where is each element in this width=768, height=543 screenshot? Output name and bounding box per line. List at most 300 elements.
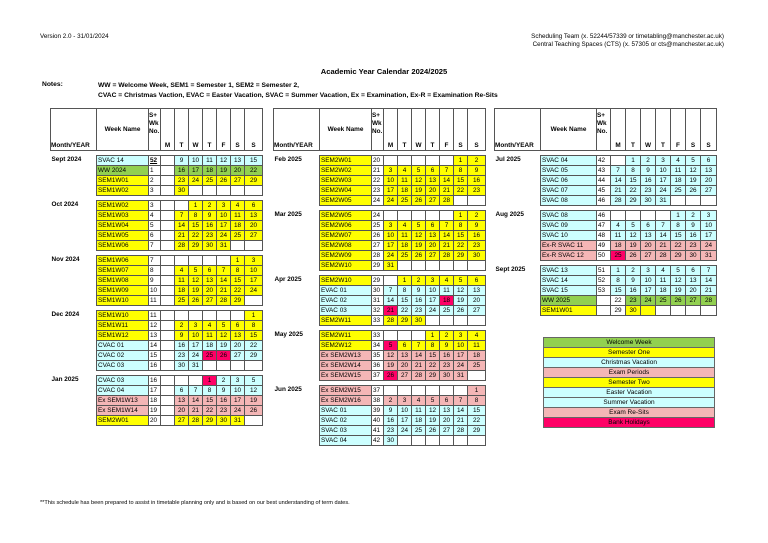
day-cell: 17 — [384, 186, 398, 196]
day-cell: 11 — [468, 341, 486, 351]
week-name: EVAC 01 — [320, 286, 372, 296]
day-cell: 18 — [671, 176, 686, 186]
day-cell — [440, 316, 454, 326]
semester-week-number: 38 — [372, 396, 384, 406]
day-cell: 25 — [468, 361, 486, 371]
day-cell: 29 — [611, 306, 626, 316]
legend-item: Bank Holidays — [544, 418, 715, 428]
day-cell: 8 — [626, 166, 641, 176]
day-cell: 16 — [412, 296, 426, 306]
semester-week-number: 20 — [372, 156, 384, 166]
semester-week-number: 4 — [149, 211, 161, 221]
day-cell: 17 — [384, 241, 398, 251]
day-cell: 18 — [398, 186, 412, 196]
week-name: SVAC 06 — [541, 176, 597, 186]
day-cell: 3 — [398, 396, 412, 406]
day-cell: 8 — [189, 211, 203, 221]
day-cell: 3 — [701, 211, 717, 221]
week-name-header: Week Name — [97, 109, 149, 151]
day-cell: 10 — [656, 166, 671, 176]
day-cell — [412, 211, 426, 221]
day-cell: 30 — [626, 306, 641, 316]
day-cell — [671, 196, 686, 206]
week-name: SEM2W10 — [320, 261, 372, 271]
day-cell: 12 — [426, 406, 440, 416]
day-header: T — [398, 109, 412, 151]
day-cell: 29 — [426, 371, 440, 381]
day-cell: 16 — [203, 221, 217, 231]
day-cell — [245, 296, 263, 306]
day-cell: 22 — [245, 341, 263, 351]
week-name: Ex SEM2W13 — [320, 351, 372, 361]
day-cell: 21 — [412, 361, 426, 371]
semester-week-number: 14 — [149, 341, 161, 351]
day-cell: 17 — [189, 341, 203, 351]
semester-week-no-header: S+ Wk No. — [149, 109, 161, 151]
day-cell — [701, 196, 717, 206]
colour-legend — [543, 337, 715, 428]
day-cell: 3 — [641, 266, 656, 276]
semester-week-number: 52 — [149, 156, 161, 166]
semester-week-number: 33 — [372, 316, 384, 326]
day-cell: 8 — [454, 221, 468, 231]
day-cell: 15 — [203, 396, 217, 406]
semester-week-number: 5 — [149, 221, 161, 231]
day-cell: 24 — [384, 196, 398, 206]
week-name: SEM2W04 — [320, 186, 372, 196]
day-cell: 26 — [384, 371, 398, 381]
day-cell: 4 — [656, 266, 671, 276]
day-header: W — [189, 109, 203, 151]
semester-week-number: 45 — [597, 186, 611, 196]
week-name: SEM1W05 — [97, 231, 149, 241]
day-cell: 18 — [398, 241, 412, 251]
week-name: SVAC 07 — [541, 186, 597, 196]
semester-week-number: 6 — [149, 231, 161, 241]
day-cell: 21 — [454, 416, 468, 426]
day-cell: 3 — [426, 276, 440, 286]
day-cell — [454, 436, 468, 446]
week-name: SEM1W07 — [97, 266, 149, 276]
semester-week-number: 47 — [597, 221, 611, 231]
week-name: SEM1W02 — [97, 201, 149, 211]
day-cell: 24 — [231, 406, 245, 416]
day-cell: 17 — [656, 176, 671, 186]
day-cell: 22 — [398, 306, 412, 316]
day-cell: 15 — [626, 176, 641, 186]
day-header: F — [440, 109, 454, 151]
week-row — [274, 211, 486, 221]
day-cell — [440, 156, 454, 166]
day-cell: 26 — [454, 306, 468, 316]
day-cell — [398, 211, 412, 221]
day-cell: 17 — [245, 276, 263, 286]
semester-week-number: 46 — [597, 196, 611, 206]
day-cell: 8 — [671, 221, 686, 231]
day-cell: 15 — [245, 331, 263, 341]
week-row — [274, 276, 486, 286]
day-cell — [641, 306, 656, 316]
day-cell: 20 — [231, 341, 245, 351]
day-cell: 6 — [245, 201, 263, 211]
week-name: SEM2W11 — [320, 316, 372, 326]
week-name: SVAC 10 — [541, 231, 597, 241]
day-cell: 16 — [468, 231, 486, 241]
day-cell: 14 — [175, 221, 189, 231]
day-cell: 23 — [384, 426, 398, 436]
day-cell: 21 — [440, 241, 454, 251]
day-cell — [468, 196, 486, 206]
day-cell — [203, 361, 217, 371]
day-cell — [161, 231, 175, 241]
week-name: CVAC 04 — [97, 386, 149, 396]
week-name: SVAC 15 — [541, 286, 597, 296]
day-cell: 27 — [231, 351, 245, 361]
semester-week-number: 33 — [372, 331, 384, 341]
day-cell: 17 — [454, 351, 468, 361]
month-label: Dec 2024 — [51, 310, 80, 318]
day-cell: 22 — [426, 361, 440, 371]
month-label: Oct 2024 — [51, 200, 79, 208]
day-cell: 2 — [203, 201, 217, 211]
semester-week-number — [597, 296, 611, 306]
day-cell: 19 — [412, 241, 426, 251]
day-cell: 5 — [426, 396, 440, 406]
week-name: CVAC 01 — [97, 341, 149, 351]
cts-contact: Central Teaching Spaces (CTS) (x. 57305 or cts@manchester.ac.uk) — [532, 41, 724, 48]
semester-week-number: 25 — [372, 221, 384, 231]
page-title: Academic Year Calendar 2024/2025 — [320, 67, 448, 76]
day-cell: 28 — [656, 251, 671, 261]
day-cell — [175, 256, 189, 266]
day-cell: 26 — [245, 406, 263, 416]
day-cell: 27 — [440, 426, 454, 436]
day-cell — [412, 386, 426, 396]
day-cell: 6 — [468, 276, 486, 286]
legend-row — [544, 418, 715, 428]
week-name: Ex SEM1W14 — [97, 406, 149, 416]
day-cell: 14 — [656, 231, 671, 241]
day-cell: 19 — [626, 241, 641, 251]
day-cell: 9 — [175, 331, 189, 341]
day-cell: 29 — [189, 241, 203, 251]
day-cell: 16 — [175, 341, 189, 351]
week-name: SVAC 05 — [541, 166, 597, 176]
week-name: SVAC 08 — [541, 211, 597, 221]
day-cell: 23 — [440, 361, 454, 371]
week-name: SEM1W10 — [97, 296, 149, 306]
day-cell: 22 — [189, 231, 203, 241]
day-cell — [161, 256, 175, 266]
day-cell — [671, 306, 686, 316]
week-name: SEM2W08 — [320, 241, 372, 251]
contact-info — [531, 33, 724, 49]
day-cell: 29 — [468, 426, 486, 436]
day-cell: 30 — [175, 186, 189, 196]
day-cell: 17 — [231, 396, 245, 406]
day-cell: 22 — [468, 416, 486, 426]
day-cell: 28 — [701, 296, 717, 306]
day-cell: 22 — [611, 296, 626, 306]
day-cell: 20 — [245, 221, 263, 231]
semester-week-number: 30 — [372, 286, 384, 296]
day-cell: 30 — [686, 251, 701, 261]
day-cell: 7 — [611, 166, 626, 176]
day-cell: 9 — [217, 386, 231, 396]
day-cell: 13 — [175, 396, 189, 406]
week-name: Ex SEM2W15 — [320, 386, 372, 396]
week-name: SEM2W06 — [320, 221, 372, 231]
day-cell — [189, 256, 203, 266]
week-name: SEM2W05 — [320, 211, 372, 221]
day-cell: 23 — [175, 351, 189, 361]
week-name: CVAC 03 — [97, 361, 149, 371]
day-cell: 4 — [231, 201, 245, 211]
day-cell: 6 — [701, 156, 717, 166]
semester-week-number: 42 — [597, 156, 611, 166]
legend-row — [544, 338, 715, 348]
day-cell: 18 — [656, 286, 671, 296]
day-cell: 29 — [398, 316, 412, 326]
day-cell — [656, 306, 671, 316]
day-header: S — [686, 109, 701, 151]
day-cell: 29 — [671, 251, 686, 261]
day-cell: 23 — [468, 186, 486, 196]
column-header-row — [274, 109, 486, 151]
day-cell: 2 — [175, 321, 189, 331]
semester-week-number: 11 — [149, 296, 161, 306]
day-cell: 11 — [203, 331, 217, 341]
day-cell: 16 — [468, 176, 486, 186]
semester-week-number: 46 — [597, 211, 611, 221]
week-name: EVAC 03 — [320, 306, 372, 316]
week-name: SEM2W03 — [320, 176, 372, 186]
day-header: W — [641, 109, 656, 151]
day-cell: 31 — [231, 416, 245, 426]
day-cell: 9 — [626, 276, 641, 286]
week-name: SVAC 02 — [320, 416, 372, 426]
day-cell: 16 — [626, 286, 641, 296]
calendar-table-sept-jan — [50, 108, 263, 426]
semester-week-number: 39 — [372, 406, 384, 416]
legend-item: Semester One — [544, 348, 715, 358]
day-cell: 9 — [175, 156, 189, 166]
day-cell: 21 — [175, 231, 189, 241]
semester-week-number: 16 — [149, 376, 161, 386]
month-label: Sept 2025 — [495, 265, 526, 273]
day-cell: 21 — [611, 186, 626, 196]
month-label: Feb 2025 — [274, 155, 302, 163]
day-cell — [161, 211, 175, 221]
day-cell: 28 — [611, 196, 626, 206]
semester-week-number: 10 — [149, 286, 161, 296]
day-cell: 19 — [217, 166, 231, 176]
day-cell — [161, 186, 175, 196]
day-cell — [412, 436, 426, 446]
day-cell: 3 — [245, 256, 263, 266]
day-cell: 30 — [412, 316, 426, 326]
day-cell: 20 — [440, 416, 454, 426]
day-cell: 26 — [426, 426, 440, 436]
day-cell: 21 — [701, 286, 717, 296]
day-cell: 26 — [412, 251, 426, 261]
month-label: Jan 2025 — [51, 375, 79, 383]
day-cell: 6 — [175, 386, 189, 396]
day-cell: 5 — [217, 321, 231, 331]
day-cell — [440, 436, 454, 446]
day-cell: 2 — [468, 156, 486, 166]
day-cell: 30 — [175, 361, 189, 371]
day-cell — [161, 266, 175, 276]
week-name: SEM1W01 — [97, 176, 149, 186]
legend-row — [544, 348, 715, 358]
semester-week-number: 51 — [597, 266, 611, 276]
day-cell: 13 — [245, 211, 263, 221]
column-header-row — [51, 109, 263, 151]
day-cell: 3 — [384, 221, 398, 231]
semester-week-number: 52 — [597, 276, 611, 286]
day-cell: 10 — [398, 406, 412, 416]
semester-week-number: 41 — [372, 426, 384, 436]
semester-week-number: 2 — [149, 176, 161, 186]
day-cell: 11 — [398, 231, 412, 241]
day-cell: 25 — [231, 231, 245, 241]
week-row — [495, 266, 717, 276]
day-cell: 27 — [231, 176, 245, 186]
day-cell — [161, 386, 175, 396]
day-cell: 5 — [245, 376, 263, 386]
day-cell: 8 — [426, 341, 440, 351]
week-name: EVAC 02 — [320, 296, 372, 306]
day-cell — [412, 156, 426, 166]
day-cell: 25 — [611, 251, 626, 261]
day-cell: 24 — [189, 351, 203, 361]
day-cell: 3 — [656, 156, 671, 166]
week-name: SEM1W12 — [97, 331, 149, 341]
day-cell: 19 — [384, 361, 398, 371]
semester-week-number: 42 — [372, 436, 384, 446]
day-cell — [384, 331, 398, 341]
day-cell: 5 — [454, 276, 468, 286]
day-cell: 25 — [398, 196, 412, 206]
day-cell: 10 — [217, 211, 231, 221]
day-cell: 8 — [468, 396, 486, 406]
semester-week-number: 34 — [372, 341, 384, 351]
day-cell: 14 — [412, 351, 426, 361]
month-label: Nov 2024 — [51, 255, 80, 263]
day-cell: 19 — [412, 186, 426, 196]
day-cell: 14 — [384, 296, 398, 306]
day-cell: 2 — [384, 396, 398, 406]
day-cell: 10 — [245, 266, 263, 276]
day-cell: 27 — [175, 416, 189, 426]
day-cell: 18 — [440, 296, 454, 306]
week-name: CVAC 03 — [97, 376, 149, 386]
day-cell — [384, 276, 398, 286]
legend-row — [544, 388, 715, 398]
day-cell: 15 — [245, 156, 263, 166]
day-cell: 4 — [412, 396, 426, 406]
day-cell: 17 — [641, 286, 656, 296]
day-cell: 1 — [454, 211, 468, 221]
day-cell — [384, 211, 398, 221]
day-header: T — [175, 109, 189, 151]
semester-week-number: 49 — [597, 241, 611, 251]
day-cell: 28 — [217, 296, 231, 306]
day-cell: 13 — [686, 276, 701, 286]
day-cell: 26 — [217, 351, 231, 361]
day-cell: 25 — [203, 351, 217, 361]
day-cell: 24 — [384, 251, 398, 261]
day-header: M — [611, 109, 626, 151]
day-cell — [161, 221, 175, 231]
month-year-header: Month/YEAR — [495, 109, 541, 151]
day-cell: 2 — [412, 276, 426, 286]
day-cell — [440, 386, 454, 396]
day-cell: 22 — [626, 186, 641, 196]
day-cell: 18 — [203, 166, 217, 176]
day-cell: 8 — [611, 276, 626, 286]
day-cell: 29 — [626, 196, 641, 206]
week-name: SEM1W06 — [97, 256, 149, 266]
day-header: S — [701, 109, 717, 151]
day-cell — [217, 361, 231, 371]
day-cell: 23 — [641, 186, 656, 196]
day-header: T — [426, 109, 440, 151]
day-cell: 10 — [426, 286, 440, 296]
day-cell: 13 — [641, 231, 656, 241]
calendar-table-jul-sept — [494, 108, 717, 316]
semester-week-number: 24 — [372, 196, 384, 206]
day-cell — [231, 361, 245, 371]
day-cell — [384, 156, 398, 166]
day-cell: 20 — [426, 241, 440, 251]
day-cell: 30 — [217, 416, 231, 426]
day-cell: 26 — [217, 176, 231, 186]
day-cell: 12 — [217, 331, 231, 341]
week-name: SEM2W11 — [320, 331, 372, 341]
day-cell: 13 — [426, 231, 440, 241]
calendar-table-feb-jun — [273, 108, 486, 446]
day-cell — [468, 261, 486, 271]
day-cell: 25 — [671, 186, 686, 196]
day-cell: 6 — [203, 266, 217, 276]
day-cell — [161, 406, 175, 416]
month-label: Sept 2024 — [51, 155, 82, 163]
day-cell: 12 — [384, 351, 398, 361]
week-name: SVAC 03 — [320, 426, 372, 436]
day-cell: 22 — [245, 166, 263, 176]
day-cell: 26 — [626, 251, 641, 261]
day-cell: 9 — [412, 286, 426, 296]
day-cell: 6 — [641, 221, 656, 231]
semester-week-number: 13 — [149, 331, 161, 341]
week-name: WW 2024 — [97, 166, 149, 176]
semester-week-number: 20 — [149, 416, 161, 426]
day-cell: 3 — [231, 376, 245, 386]
day-cell: 6 — [426, 221, 440, 231]
semester-week-number: 29 — [372, 261, 384, 271]
week-name: SEM2W09 — [320, 251, 372, 261]
day-cell: 19 — [245, 396, 263, 406]
day-cell: 7 — [189, 386, 203, 396]
day-cell: 19 — [686, 176, 701, 186]
day-cell: 7 — [412, 341, 426, 351]
week-row — [51, 376, 263, 386]
semester-week-number: 16 — [149, 361, 161, 371]
day-cell — [426, 156, 440, 166]
day-cell: 24 — [641, 296, 656, 306]
